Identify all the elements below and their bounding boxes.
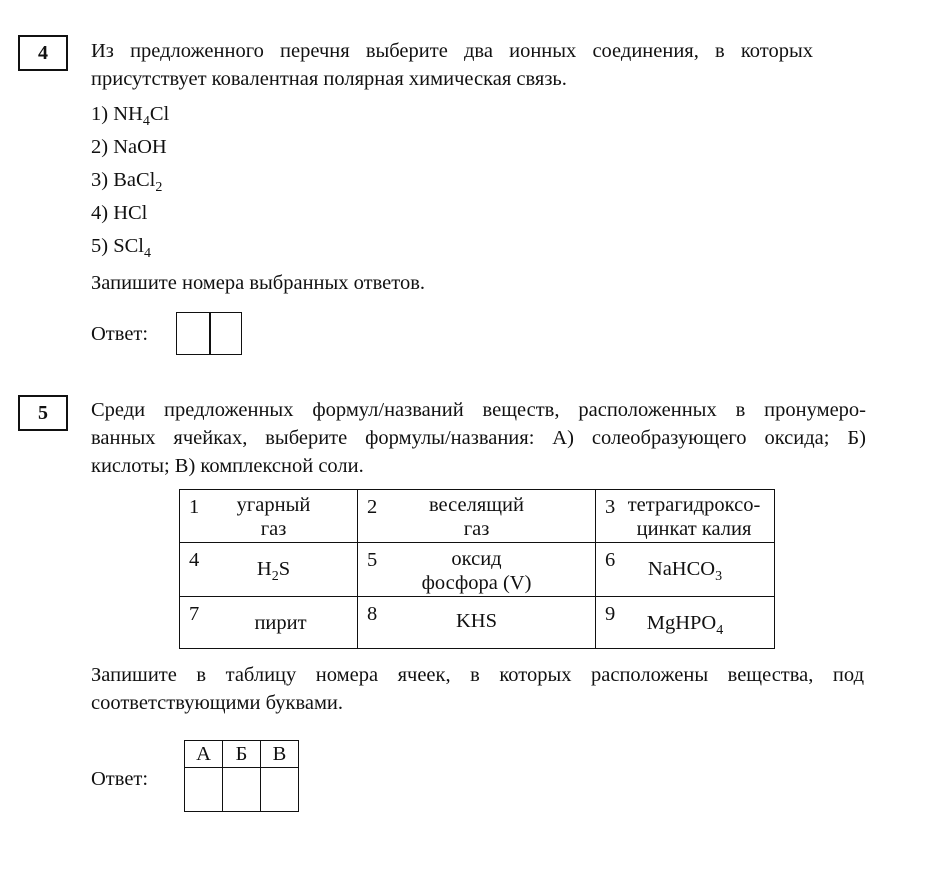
substances-table bbox=[179, 489, 775, 649]
option-5: 5) SCl$_4$ bbox=[91, 235, 151, 261]
answer-cell-b[interactable] bbox=[223, 768, 261, 812]
question-5-prompt-line1: Среди предложенных формул/названий веществ, расположенных в пронумеро- bbox=[91, 399, 866, 421]
question-4-instruction: Запишите номера выбранных ответов. bbox=[91, 272, 426, 294]
answer-header-a: А bbox=[185, 741, 223, 768]
table-cell-8: 8 KHS bbox=[358, 597, 596, 649]
table-cell-2: 2 веселящий газ bbox=[358, 490, 596, 543]
question-4-prompt-line2: присутствует ковалентная полярная химическая связь. bbox=[91, 68, 567, 90]
question-number-5: 5 bbox=[18, 395, 68, 431]
table-cell-3: 3 тетрагидроксо- цинкат калия bbox=[596, 490, 775, 543]
question-number-4: 4 bbox=[18, 35, 68, 71]
answer-cell-a[interactable] bbox=[185, 768, 223, 812]
answer-header-b: Б bbox=[223, 741, 261, 768]
table-cell-7: 7 пирит bbox=[180, 597, 358, 649]
answer-cells-4[interactable] bbox=[176, 312, 242, 355]
question-5-instruction-line2: соответствующими буквами. bbox=[91, 692, 344, 714]
answer-cell-v[interactable] bbox=[261, 768, 299, 812]
table-cell-5: 5 оксид фосфора (V) bbox=[358, 543, 596, 597]
table-cell-4: 4 $H_2S$ bbox=[180, 543, 358, 597]
question-4-prompt-line1: Из предложенного перечня выберите два ионных соединения, в которых bbox=[91, 40, 813, 62]
question-5-instruction-line1: Запишите в таблицу номера ячеек, в которых расположены вещества, под bbox=[91, 664, 864, 686]
option-3: 3) BaCl$_2$ bbox=[91, 169, 163, 195]
option-2: 2) NaOH bbox=[91, 136, 167, 158]
answer-cell-divider bbox=[209, 313, 211, 354]
answer-label-4: Ответ: bbox=[91, 323, 149, 345]
table-cell-1: 1 угарный газ bbox=[180, 490, 358, 543]
answer-header-v: В bbox=[261, 741, 299, 768]
option-1: 1) $NH_4Cl$ bbox=[91, 103, 170, 129]
question-5-prompt-line3: кислоты; В) комплексной соли. bbox=[91, 455, 364, 477]
option-4: 4) HCl bbox=[91, 202, 148, 224]
answer-table-5 bbox=[184, 740, 299, 812]
table-cell-9: 9 MgHPO$_4$ bbox=[596, 597, 775, 649]
question-5-prompt-line2: ванных ячейках, выберите формулы/названия: А) солеобразующего оксида; Б) bbox=[91, 427, 866, 449]
table-cell-6: 6 NaHCO$_3$ bbox=[596, 543, 775, 597]
answer-label-5: Ответ: bbox=[91, 768, 149, 790]
